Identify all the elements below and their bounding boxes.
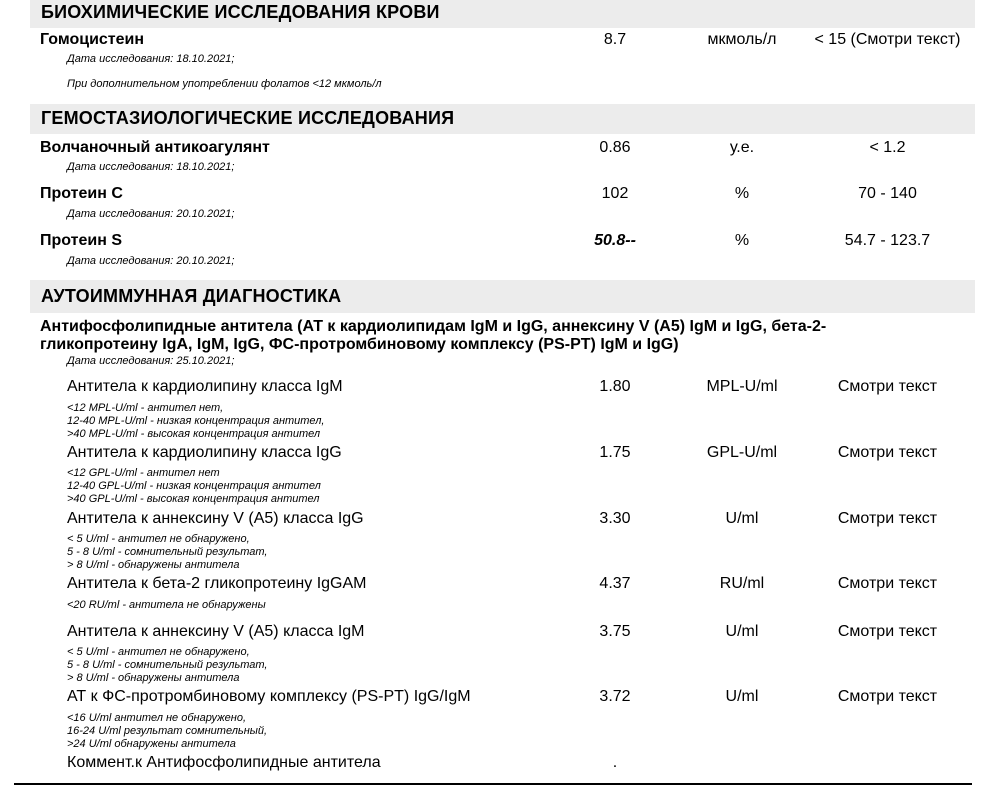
test-unit-protein-s: % (734, 232, 750, 249)
apl-item-value: 1.80 (599, 378, 631, 395)
apl-item-note: >40 GPL-U/ml - высокая концентрация антител (67, 493, 320, 505)
test-date-homocysteine: Дата исследования: 18.10.2021; (67, 53, 235, 65)
apl-item-name: АТ к ФС-протромбиновому комплексу (PS-PT) IgG/IgM (67, 688, 471, 705)
apl-item-note: >24 U/ml обнаружены антитела (67, 738, 236, 750)
apl-item-name: Антитела к аннексину V (А5) класса IgM (67, 623, 365, 640)
apl-item-unit: RU/ml (719, 575, 765, 592)
apl-comment-name: Коммент.к Антифосфолипидные антитела (67, 754, 381, 771)
apl-item-note: 5 - 8 U/ml - сомнительный результат, (67, 659, 268, 671)
apl-item-value: 3.72 (599, 688, 631, 705)
apl-item-note: >40 MPL-U/ml - высокая концентрация антител (67, 428, 321, 440)
test-date-protein-c: Дата исследования: 20.10.2021; (67, 208, 235, 220)
apl-item-note: > 8 U/ml - обнаружены антитела (67, 672, 240, 684)
apl-comment-value: . (612, 754, 618, 771)
test-value-lupus: 0.86 (599, 139, 631, 156)
apl-item-note: <20 RU/ml - антитела не обнаружены (67, 599, 266, 611)
apl-item-note: <16 U/ml антител не обнаружено, (67, 712, 246, 724)
test-name-homocysteine: Гомоцистеин (40, 31, 145, 48)
apl-item-ref: Смотри текст (837, 575, 938, 592)
apl-item-unit: U/ml (725, 688, 759, 705)
section-header-autoimmune (30, 280, 975, 313)
apl-item-note: <12 MPL-U/ml - антител нет, (67, 402, 224, 414)
section-header-biochem (30, 0, 975, 28)
apl-item-note: 12-40 MPL-U/ml - низкая концентрация антител, (67, 415, 325, 427)
apl-item-ref: Смотри текст (837, 444, 938, 461)
apl-item-note: 5 - 8 U/ml - сомнительный результат, (67, 546, 268, 558)
apl-item-ref: Смотри текст (837, 623, 938, 640)
test-ref-homocysteine: < 15 (Смотри текст) (814, 31, 961, 48)
test-value-homocysteine: 8.7 (603, 31, 627, 48)
apl-item-ref: Смотри текст (837, 378, 938, 395)
test-value-protein-s: 50.8-- (594, 232, 636, 249)
test-unit-homocysteine: мкмоль/л (707, 31, 777, 48)
apl-item-value: 3.30 (599, 510, 631, 527)
section-title: ГЕМОСТАЗИОЛОГИЧЕСКИЕ ИССЛЕДОВАНИЯ (41, 108, 455, 128)
apl-item-note: <12 GPL-U/ml - антител нет (67, 467, 220, 479)
apl-item-note: < 5 U/ml - антител не обнаружено, (67, 533, 250, 545)
apl-item-value: 3.75 (599, 623, 631, 640)
test-value-protein-c: 102 (601, 185, 629, 202)
apl-item-unit: U/ml (725, 510, 759, 527)
test-date-lupus: Дата исследования: 18.10.2021; (67, 161, 235, 173)
section-header-hemostasis (30, 104, 975, 134)
test-ref-protein-s: 54.7 - 123.7 (844, 232, 931, 249)
apl-item-name: Антитела к бета-2 гликопротеину IgGAM (67, 575, 367, 592)
test-unit-lupus: у.е. (729, 139, 755, 156)
test-name-lupus: Волчаночный антикоагулянт (40, 139, 270, 156)
apl-item-note: 16-24 U/ml результат сомнительный, (67, 725, 268, 737)
bottom-rule (14, 783, 972, 785)
section-title: АУТОИММУННАЯ ДИАГНОСТИКА (41, 286, 342, 306)
apl-item-unit: MPL-U/ml (706, 378, 778, 395)
apl-item-name: Антитела к кардиолипину класса IgM (67, 378, 343, 395)
test-name-protein-s: Протеин S (40, 232, 122, 249)
test-date-protein-s: Дата исследования: 20.10.2021; (67, 255, 235, 267)
test-unit-protein-c: % (734, 185, 750, 202)
apl-item-ref: Смотри текст (837, 688, 938, 705)
test-ref-protein-c: 70 - 140 (858, 185, 917, 202)
apl-item-name: Антитела к кардиолипину класса IgG (67, 444, 342, 461)
apl-item-unit: U/ml (725, 623, 759, 640)
section-title: БИОХИМИЧЕСКИЕ ИССЛЕДОВАНИЯ КРОВИ (41, 2, 440, 22)
apl-item-value: 4.37 (599, 575, 631, 592)
test-name-protein-c: Протеин С (40, 185, 123, 202)
apl-item-value: 1.75 (599, 444, 631, 461)
apl-item-note: > 8 U/ml - обнаружены антитела (67, 559, 240, 571)
apl-panel-date: Дата исследования: 25.10.2021; (67, 355, 235, 367)
apl-item-unit: GPL-U/ml (706, 444, 778, 461)
apl-item-ref: Смотри текст (837, 510, 938, 527)
test-note-homocysteine: При дополнительном употреблении фолатов <12 мкмоль/л (67, 78, 382, 90)
apl-panel-title: Антифосфолипидные антитела (АТ к кардиолипидам IgM и IgG, аннексину V (А5) IgM и IgG, бета-2-гликопротеину IgA, IgM, IgG, ФС-протромбиновому комплексу (PS-PT) IgM и IgG) (40, 318, 827, 353)
apl-item-note: 12-40 GPL-U/ml - низкая концентрация антител (67, 480, 321, 492)
apl-item-note: < 5 U/ml - антител не обнаружено, (67, 646, 250, 658)
apl-item-name: Антитела к аннексину V (А5) класса IgG (67, 510, 364, 527)
test-ref-lupus: < 1.2 (869, 139, 906, 156)
